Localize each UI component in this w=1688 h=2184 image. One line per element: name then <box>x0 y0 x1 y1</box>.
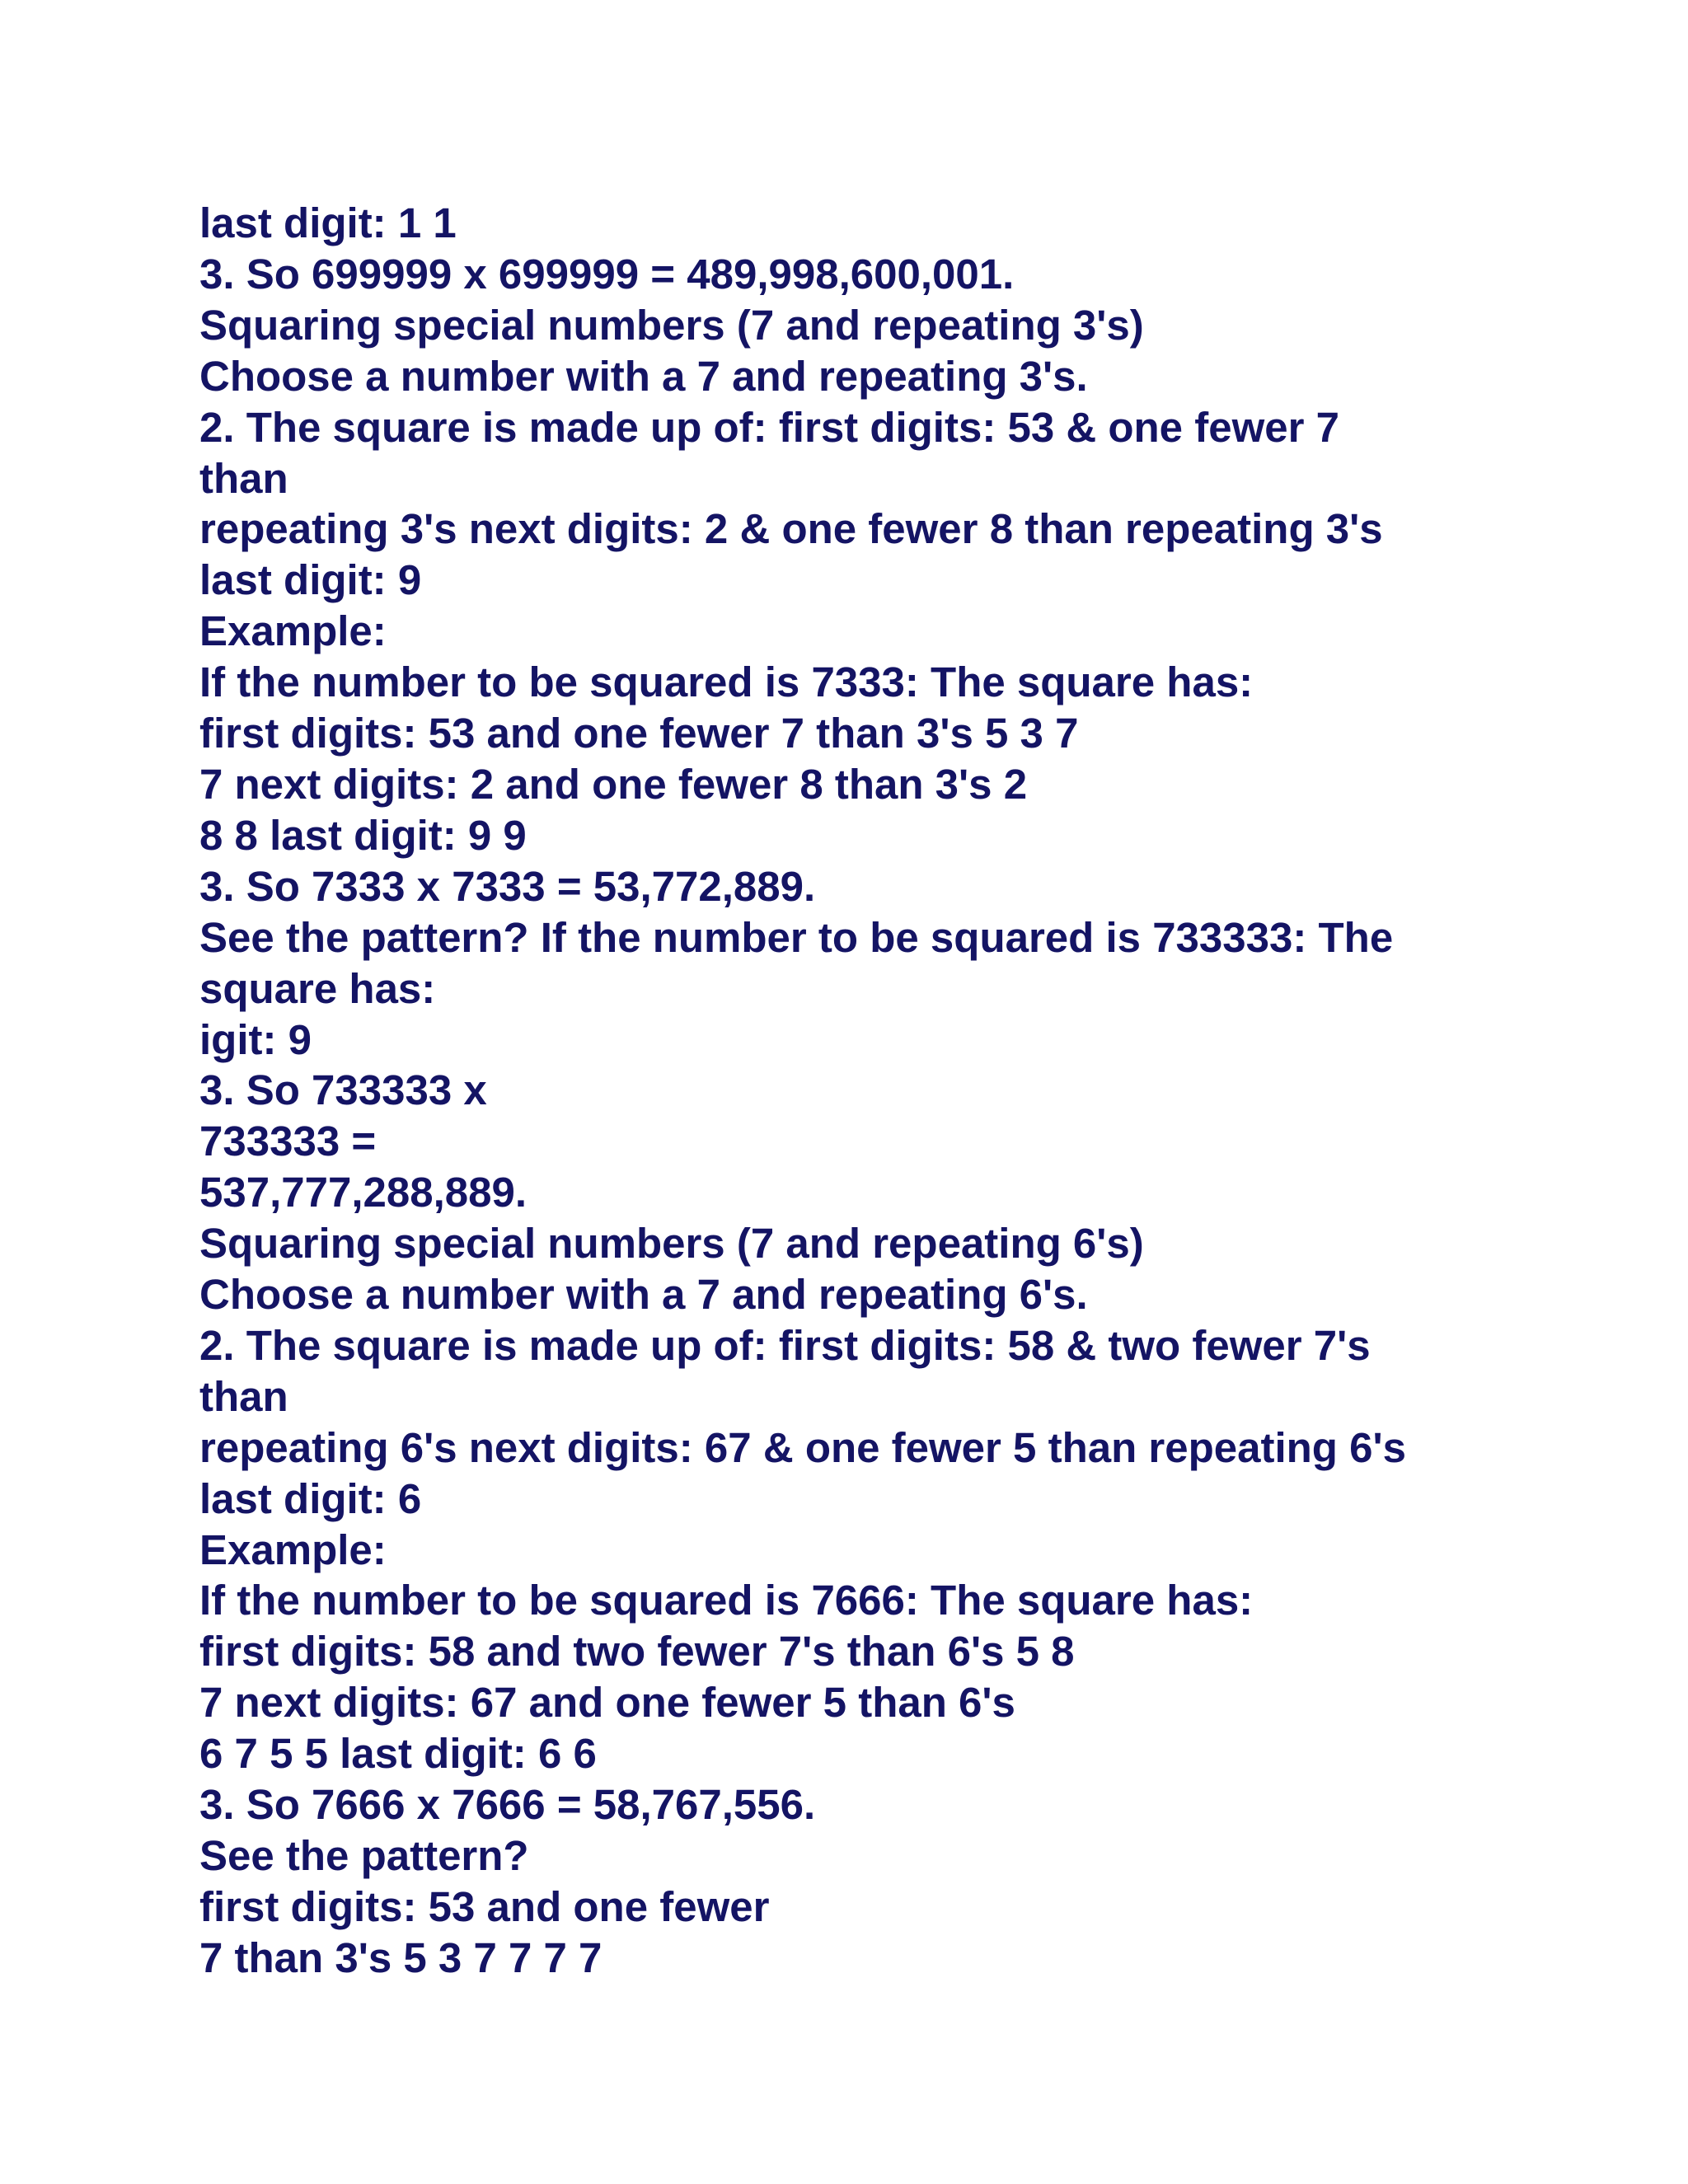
example-label: Example: <box>199 1526 387 1573</box>
text-line: If the number to be squared is 7333: The square has: <box>199 658 1254 706</box>
text-line: 3. So 7333 x 7333 = 53,772,889. <box>199 862 816 910</box>
text-line: square has: <box>199 964 436 1012</box>
text-line: Choose a number with a 7 and repeating 6's. <box>199 1271 1088 1319</box>
text-line: 7 next digits: 2 and one fewer 8 than 3's 2 <box>199 760 1028 808</box>
section-heading: Squaring special numbers (7 and repeating 3's) <box>199 301 1144 349</box>
text-line: 3. So 733333 x <box>199 1066 487 1114</box>
example-label: Example: <box>199 607 387 655</box>
text-line: first digits: 53 and one fewer <box>199 1882 770 1930</box>
text-line: 2. The square is made up of: first digits: 53 & one fewer 7 <box>199 403 1339 451</box>
text-line: 537,777,288,889. <box>199 1169 528 1216</box>
text-line: than <box>199 454 288 502</box>
text-line: 7 next digits: 67 and one fewer 5 than 6's <box>199 1679 1015 1727</box>
text-line: 3. So 699999 x 699999 = 489,998,600,001. <box>199 250 1015 298</box>
text-line: igit: 9 <box>199 1015 312 1063</box>
section-heading: Squaring special numbers (7 and repeating 6's) <box>199 1220 1144 1268</box>
text-line: 2. The square is made up of: first digits: 58 & two fewer 7's <box>199 1321 1371 1369</box>
text-line: 733333 = <box>199 1118 377 1165</box>
text-line: 7 than 3's 5 3 7 7 7 7 <box>199 1933 603 1981</box>
document-page <box>199 198 1502 1984</box>
text-line: repeating 6's next digits: 67 & one fewer 5 than repeating 6's <box>199 1423 1406 1471</box>
text-line: repeating 3's next digits: 2 & one fewer 8 than repeating 3's <box>199 505 1383 553</box>
text-line: 3. So 7666 x 7666 = 58,767,556. <box>199 1781 816 1829</box>
text-line: 8 8 last digit: 9 9 <box>199 811 527 859</box>
text-line: first digits: 53 and one fewer 7 than 3's 5 3 7 <box>199 710 1079 757</box>
text-line: See the pattern? If the number to be squared is 733333: The <box>199 913 1394 961</box>
text-line: last digit: 6 <box>199 1474 422 1522</box>
text-line: Choose a number with a 7 and repeating 3's. <box>199 352 1088 400</box>
text-line: first digits: 58 and two fewer 7's than 6's 5 8 <box>199 1628 1075 1675</box>
text-line: 6 7 5 5 last digit: 6 6 <box>199 1730 597 1778</box>
text-line: If the number to be squared is 7666: The square has: <box>199 1577 1254 1624</box>
text-line: See the pattern? <box>199 1832 529 1879</box>
text-line: last digit: 1 1 <box>199 199 457 246</box>
text-line: than <box>199 1372 288 1420</box>
text-line: last digit: 9 <box>199 556 422 604</box>
